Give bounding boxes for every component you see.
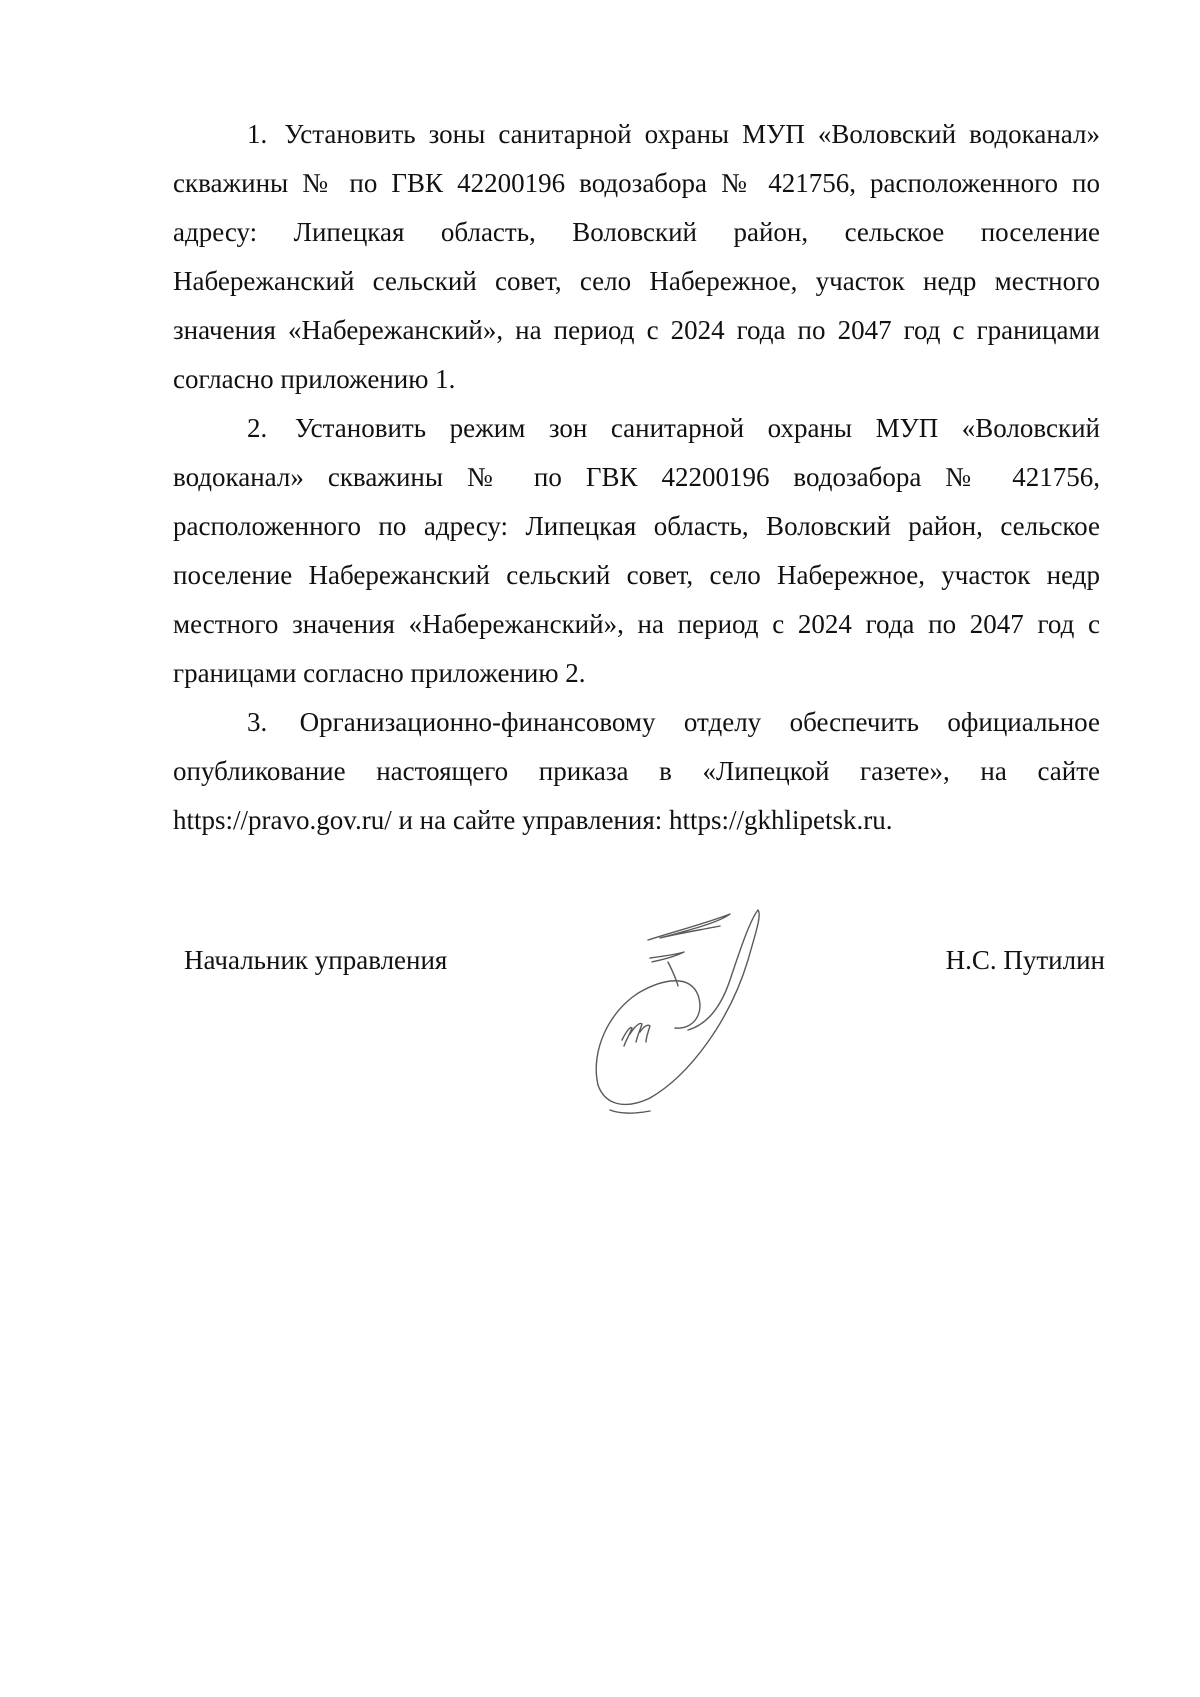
paragraph-3 xyxy=(173,698,1100,845)
handwritten-signature xyxy=(580,900,840,1130)
paragraph-text: Установить режим зон санитарной охраны МУП «Воловский водоканал» скважины № по ГВК 42200196 водозабора № 421756, расположенного по адресу: Липецкая область, Воловский район, сельское поселение Набережанский сельский совет, село Набережное, участок недр местного значения «Набережанский», на период с 2024 года по 2047 год с границами согласно приложению 2. xyxy=(173,413,1100,688)
paragraph-number: 2. xyxy=(247,413,268,443)
paragraph-1 xyxy=(173,110,1100,404)
signatory-name: Н.С. Путилин xyxy=(945,945,1105,975)
paragraph-text: Организационно-финансовому отделу обеспечить официальное опубликование настоящего приказа в «Липецкой газете», на сайте https://pravo.gov.ru/ и на сайте управления: https://gkhlipetsk.ru. xyxy=(173,707,1100,835)
document-body xyxy=(173,110,1100,845)
paragraph-number: 1. xyxy=(247,119,268,149)
paragraph-2 xyxy=(173,404,1100,698)
signature-block xyxy=(0,930,1200,1150)
signatory-position: Начальник управления xyxy=(184,945,448,975)
paragraph-text: Установить зоны санитарной охраны МУП «Воловский водоканал» скважины № по ГВК 42200196 водозабора № 421756, расположенного по адресу: Липецкая область, Воловский район, сельское поселение Набережанский сельский совет, село Набережное, участок недр местного значения «Набережанский», на период с 2024 года по 2047 год с границами согласно приложению 1. xyxy=(173,119,1101,394)
paragraph-number: 3. xyxy=(247,707,268,737)
